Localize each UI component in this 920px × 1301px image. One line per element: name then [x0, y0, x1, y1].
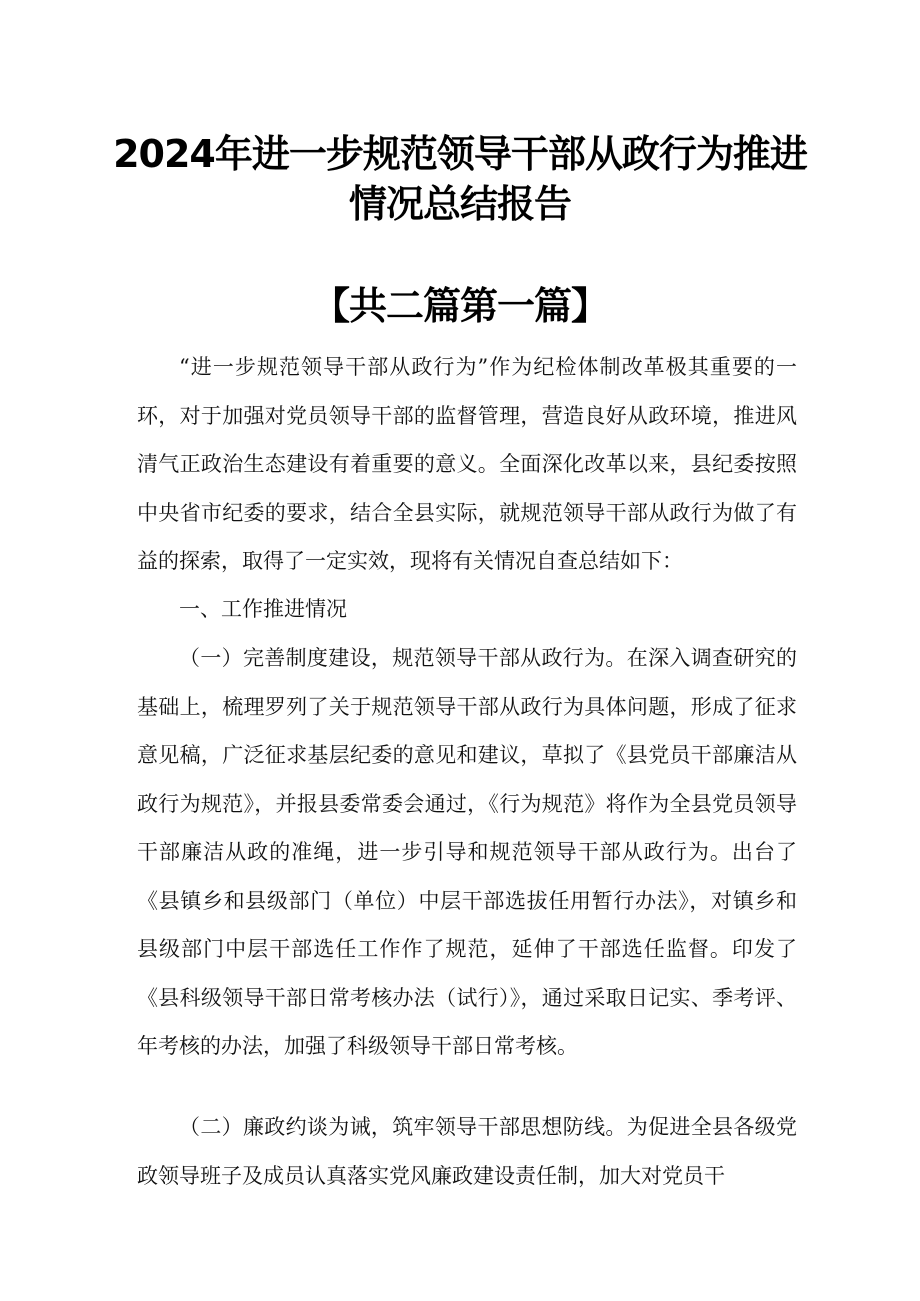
document-title-line-2: 情况总结报告 [348, 182, 571, 226]
document-paragraph-2 [137, 1103, 797, 1200]
document-section-heading [137, 585, 797, 634]
document-paragraph-intro [137, 343, 797, 586]
paragraph-text: （二）廉政约谈为诫，筑牢领导干部思想防线。为促进全县各级党政领导班子及成员认真落实党风廉政建设责任制，加大对党员干 [137, 1115, 797, 1188]
section-heading-text: 一、工作推进情况 [179, 597, 347, 621]
document-paragraph-1 [137, 634, 797, 1071]
document-subtitle: 【共二篇第一篇】 [311, 284, 608, 328]
paragraph-text: （一）完善制度建设，规范领导干部从政行为。在深入调查研究的基础上，梳理罗列了关于规范领导干部从政行为具体问题，形成了征求意见稿，广泛征求基层纪委的意见和建议，草拟了《县党员干部廉洁从政行为规范》，并报县委常委会通过，《行为规范》将作为全县党员领导干部廉洁从政的准绳，进一步引导和规范领导干部从政行为。出台了《县镇乡和县级部门（单位）中层干部选拔任用暂行办法》，对镇乡和县级部门中层干部选任工作作了规范，延伸了干部选任监督。印发了《县科级领导干部日常考核办法（试行）》，通过采取日记实、季考评、年考核的办法，加强了科级领导干部日常考核。 [137, 646, 797, 1058]
paragraph-text: “进一步规范领导干部从政行为”作为纪检体制改革极其重要的一环，对于加强对党员领导干部的监督管理，营造良好从政环境，推进风清气正政治生态建设有着重要的意义。全面深化改革以来，县纪委按照中央省市纪委的要求，结合全县实际，就规范领导干部从政行为做了有益的探索，取得了一定实效，现将有关情况自查总结如下： [137, 355, 797, 573]
document-title-line-1: 2024年进一步规范领导干部从政行为推进 [113, 132, 807, 176]
